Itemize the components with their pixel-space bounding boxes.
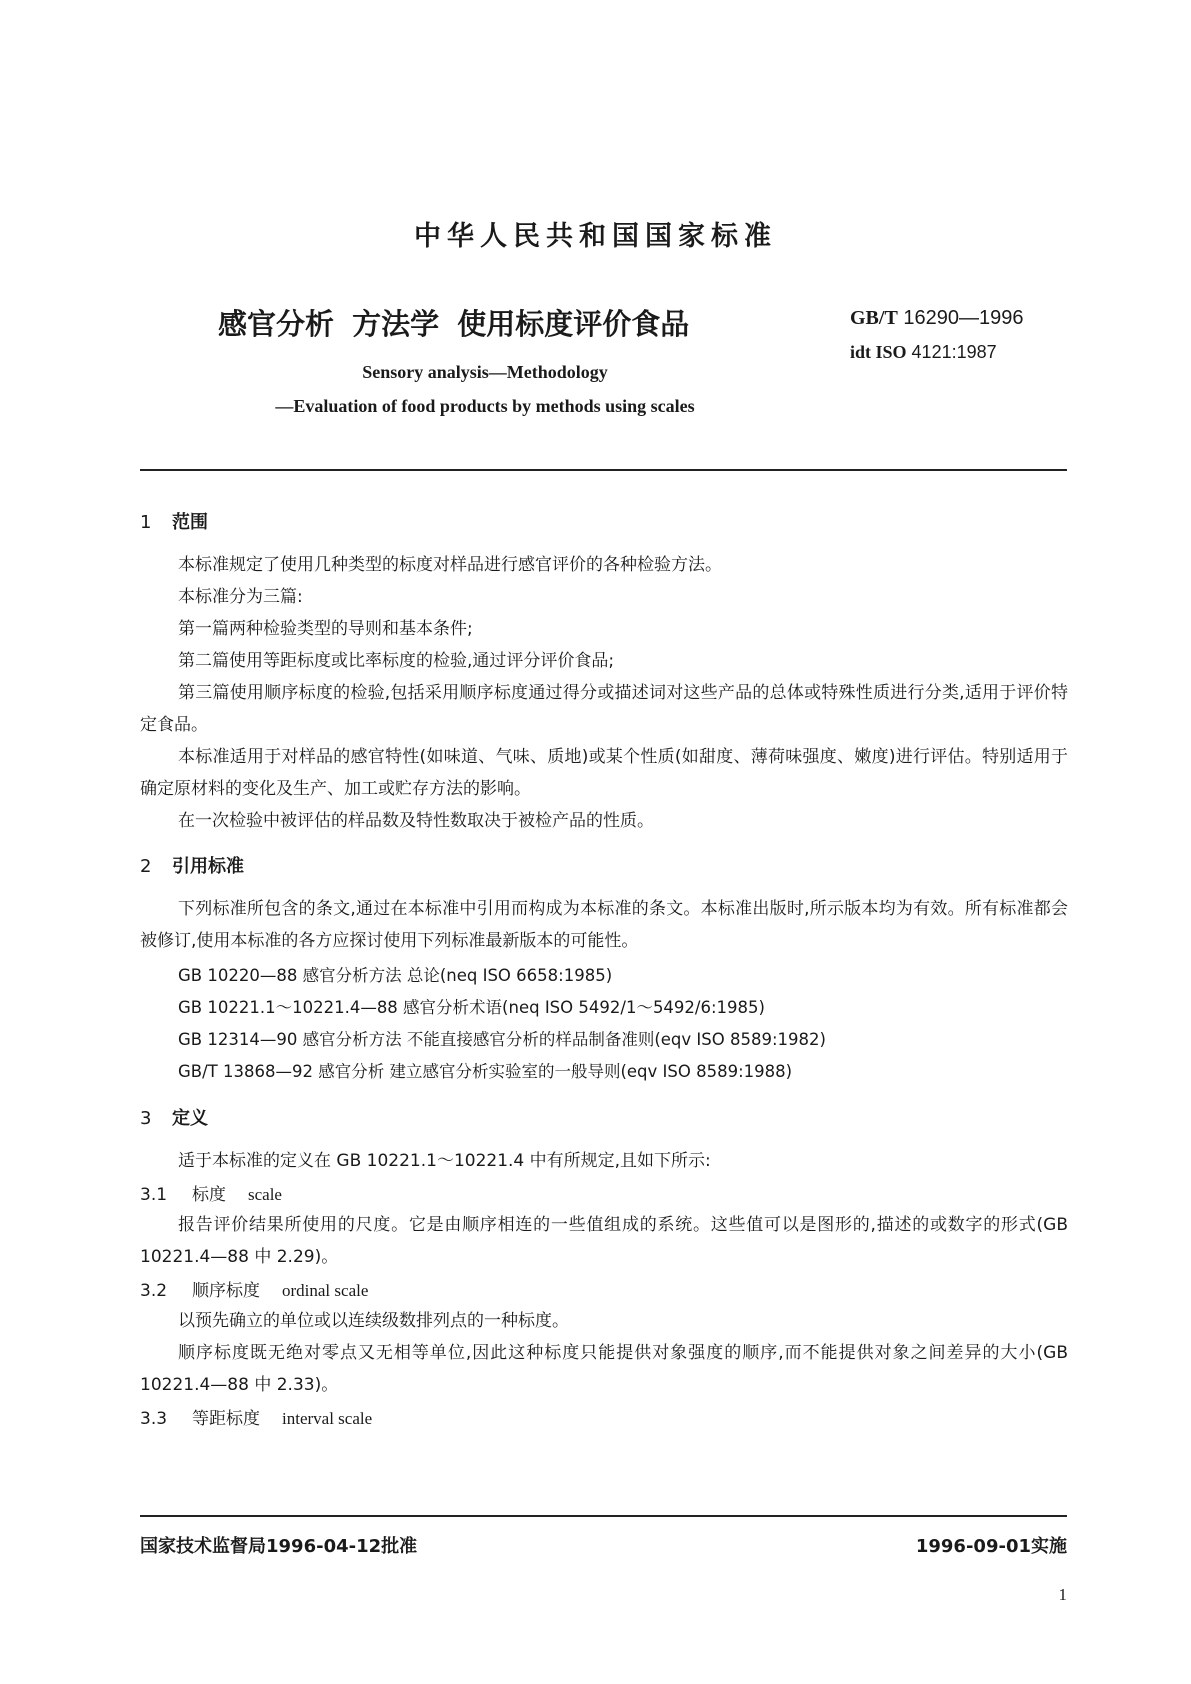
definition-term: 顺序标度 xyxy=(192,1281,260,1301)
section-1-paragraph: 第一篇两种检验类型的导则和基本条件; xyxy=(178,619,473,639)
section-title: 范围 xyxy=(172,512,208,533)
footer-divider xyxy=(140,1515,1067,1517)
reference-standard-item: GB 12314—90 感官分析方法 不能直接感官分析的样品制备准则(eqv ISO 8589:1982) xyxy=(178,1030,826,1049)
section-2-paragraph: 下列标准所包含的条文,通过在本标准中引用而构成为本标准的条文。本标准出版时,所示版本均为有效。所有标准都会被修订,使用本标准的各方应探讨使用下列标准最新版本的可能性。 xyxy=(140,899,1068,951)
section-1-paragraph: 本标准分为三篇: xyxy=(178,587,303,607)
document-title-english-line1: Sensory analysis—Methodology xyxy=(362,362,608,382)
definition-3-2-text: 以预先确立的单位或以连续级数排列点的一种标度。 xyxy=(178,1311,569,1331)
idt-prefix: idt ISO xyxy=(850,342,907,362)
definition-number: 3.2 xyxy=(140,1281,168,1301)
section-title: 定义 xyxy=(172,1108,208,1129)
page-number: 1 xyxy=(1058,1585,1067,1604)
standard-code-number: 16290—1996 xyxy=(903,307,1024,329)
section-number: 2 xyxy=(140,856,152,877)
definition-3-1-text: 报告评价结果所使用的尺度。它是由顺序相连的一些值组成的系统。这些值可以是图形的,描述的或数字的形式(GB 10221.4—88 中 2.29)。 xyxy=(140,1215,1068,1267)
definition-number: 3.1 xyxy=(140,1185,168,1205)
document-title-chinese: 感官分析 方法学 使用标度评价食品 xyxy=(218,307,690,341)
approval-date: 国家技术监督局1996-04-12批准 xyxy=(140,1536,418,1557)
reference-standard-item: GB/T 13868—92 感官分析 建立感官分析实验室的一般导则(eqv ISO 8589:1988) xyxy=(178,1062,793,1081)
section-1-paragraph: 第二篇使用等距标度或比率标度的检验,通过评分评价食品; xyxy=(178,651,615,671)
section-number: 1 xyxy=(140,512,152,533)
national-standard-heading: 中华人民共和国国家标准 xyxy=(414,221,777,252)
section-2-heading xyxy=(140,852,244,878)
standard-code xyxy=(850,307,1023,330)
reference-standard-item: GB 10221.1～10221.4—88 感官分析术语(neq ISO 5492/1～5492/6:1985) xyxy=(178,998,765,1017)
definition-term-english: interval scale xyxy=(282,1409,373,1428)
header-divider xyxy=(140,469,1067,471)
document-title-english-line2: —Evaluation of food products by methods using scales xyxy=(275,396,695,416)
section-title: 引用标准 xyxy=(172,856,244,877)
idt-reference xyxy=(850,342,997,363)
definition-term: 等距标度 xyxy=(192,1409,260,1429)
definition-3-3-heading xyxy=(140,1404,372,1429)
section-1-paragraph: 在一次检验中被评估的样品数及特性数取决于被检产品的性质。 xyxy=(178,811,654,831)
section-1-paragraph: 第三篇使用顺序标度的检验,包括采用顺序标度通过得分或描述词对这些产品的总体或特殊性质进行分类,适用于评价特定食品。 xyxy=(140,683,1068,735)
definition-3-2-heading xyxy=(140,1276,368,1301)
section-3-paragraph: 适于本标准的定义在 GB 10221.1～10221.4 中有所规定,且如下所示: xyxy=(178,1151,711,1171)
definition-3-2-text: 顺序标度既无绝对零点又无相等单位,因此这种标度只能提供对象强度的顺序,而不能提供对象之间差异的大小(GB 10221.4—88 中 2.33)。 xyxy=(140,1343,1068,1395)
section-1-paragraph: 本标准规定了使用几种类型的标度对样品进行感官评价的各种检验方法。 xyxy=(178,555,722,575)
section-3-heading xyxy=(140,1104,208,1130)
definition-number: 3.3 xyxy=(140,1409,168,1429)
definition-term-english: ordinal scale xyxy=(282,1281,369,1300)
definition-3-1-heading xyxy=(140,1180,282,1205)
definition-term-english: scale xyxy=(248,1185,282,1204)
idt-number: 4121:1987 xyxy=(911,342,997,362)
implementation-date: 1996-09-01实施 xyxy=(915,1536,1067,1557)
section-1-paragraph: 本标准适用于对样品的感官特性(如味道、气味、质地)或某个性质(如甜度、薄荷味强度、嫩度)进行评估。特别适用于确定原材料的变化及生产、加工或贮存方法的影响。 xyxy=(140,747,1068,799)
section-number: 3 xyxy=(140,1108,152,1129)
definition-term: 标度 xyxy=(192,1185,226,1205)
section-1-heading xyxy=(140,508,208,534)
standard-code-prefix: GB/T xyxy=(850,307,898,329)
reference-standard-item: GB 10220—88 感官分析方法 总论(neq ISO 6658:1985) xyxy=(178,966,613,985)
